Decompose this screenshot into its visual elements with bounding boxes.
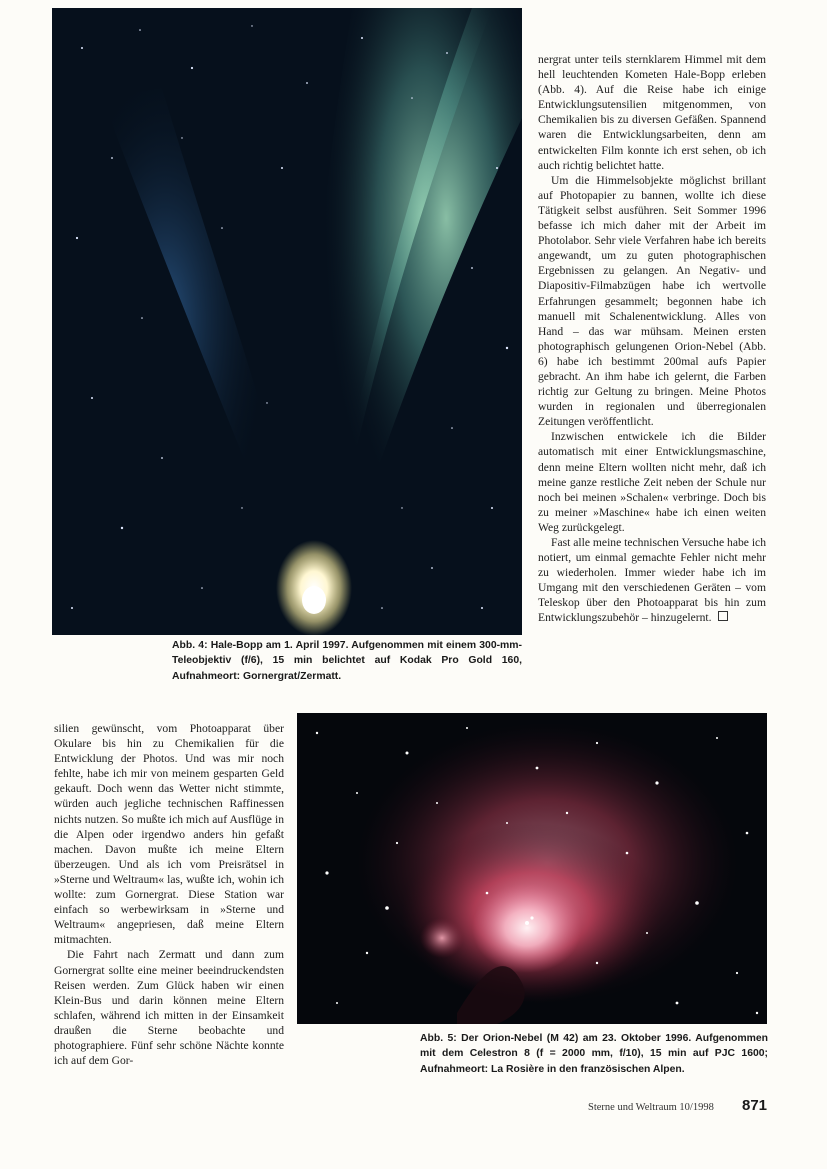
- right-paragraph-text: Fast alle meine technischen Versuche habe ich notiert, um einmal gemachte Fehler nicht mehr zu wiederholen. Immer wieder habe ich im Umgang mit den verschiedenen Geräten – vom Teleskop über den Photoapparat bis hin zum Entwicklungszubehör – hinzugelernt.: [538, 536, 766, 625]
- right-paragraph-last: [538, 535, 766, 626]
- figure-4-caption: Abb. 4: Hale-Bopp am 1. April 1997. Aufgenommen mit einem 300-mm-Teleobjektiv (f/6), 15 min belichtet auf Kodak Pro Gold 160, Aufnahmeort: Gornergrat/Zermatt.: [172, 640, 522, 682]
- journal-footer: Sterne und Weltraum 10/1998: [588, 1102, 714, 1113]
- left-text-column: [54, 721, 284, 1068]
- left-paragraph: Die Fahrt nach Zermatt und dann zum Gornergrat sollte eine meiner beeindruckendsten Reisen werden. Zum Glück haben wir einen Klein-Bus und darin können meine Eltern schlafen, während ich mitten in der Einsamkeit draußen die Sterne beobachte und photographiere. Fünf sehr schöne Nächte konnte ich auf dem Gor-: [54, 948, 284, 1068]
- end-of-article-mark: [718, 611, 728, 621]
- orion-nebula-photo: [297, 713, 767, 1024]
- page-number: 871: [742, 1097, 768, 1114]
- left-paragraph: silien gewünscht, vom Photoapparat über Okulare bis hin zu Chemikalien für die Entwicklung der Photos. Und was mir noch fehlte, habe ich mir von meinem gesparten Geld gekauft. Doch wenn das Wetter nicht stimmte, würden auch jegliche technischen Raffinessen nichts nutzen. So mußte ich mich auf Ausflüge in die Alpen oder irgendwo anders hin gefaßt machen. Davon mußte ich meine Eltern überzeugen. Und als ich vom Preisrätsel in »Sterne und Weltraum« las, wußte ich, wohin ich wollte: zum Gornergrat. Diese Station war einfach so werbewirksam in »Sterne und Weltraum« angepriesen, daß meine Eltern mitmachten.: [54, 722, 284, 947]
- comet-hale-bopp-photo: [52, 8, 522, 635]
- right-paragraph: Inzwischen entwickele ich die Bilder automatisch mit einer Entwicklungsmaschine, denn meine Eltern wollten nicht mehr, daß ich meine ganze restliche Zeit neben der Schule nur noch bei meinen »Schalen« verbringe. Doch bis zu meiner »Maschine« habe ich einen weiten Weg zurückgelegt.: [538, 430, 766, 534]
- right-text-column: [538, 52, 766, 626]
- right-paragraph: nergrat unter teils sternklarem Himmel mit dem hell leuchtenden Kometen Hale-Bopp erleben (Abb. 4). Auf die Reise habe ich einige Entwicklungsutensilien mitgenommen, von Chemikalien bis zu diversen Gefäßen. Spannend waren die Entwicklungsarbeiten, denn am entwickelten Film konnte ich erst sehen, ob ich auch richtig belichtet hatte.: [538, 53, 766, 172]
- right-paragraph: Um die Himmelsobjekte möglichst brillant auf Photopapier zu bannen, wollte ich diese Tätigkeit selbst ausführen. Seit Sommer 1996 befasse ich mich daher mit der Arbeit im Photolabor. Sehr viele Verfahren habe ich bereits angewandt, um zu guten photographischen Ergebnissen zu gelangen. An Negativ- und Diapositiv-Filmabzügen habe ich wertvolle Erfahrungen gesammelt; begonnen habe ich manuell mit Schalenentwicklung. Alles von Hand – das war mühsam. Meinen ersten photographisch gelungenen Orion-Nebel (Abb. 6) habe ich bestimmt 200mal aufs Papier gebracht. An ihm habe ich gelernt, die Farben richtig zur Geltung zu bringen. Meine Photos wurden in regionalen und überregionalen Zeitungen veröffentlicht.: [538, 173, 766, 429]
- figure-5-caption: Abb. 5: Der Orion-Nebel (M 42) am 23. Oktober 1996. Aufgenommen mit dem Celestron 8 (f = 2000 mm, f/10), 15 min auf PJC 1600; Aufnahmeort: La Rosière in den französischen Alpen.: [420, 1033, 768, 1075]
